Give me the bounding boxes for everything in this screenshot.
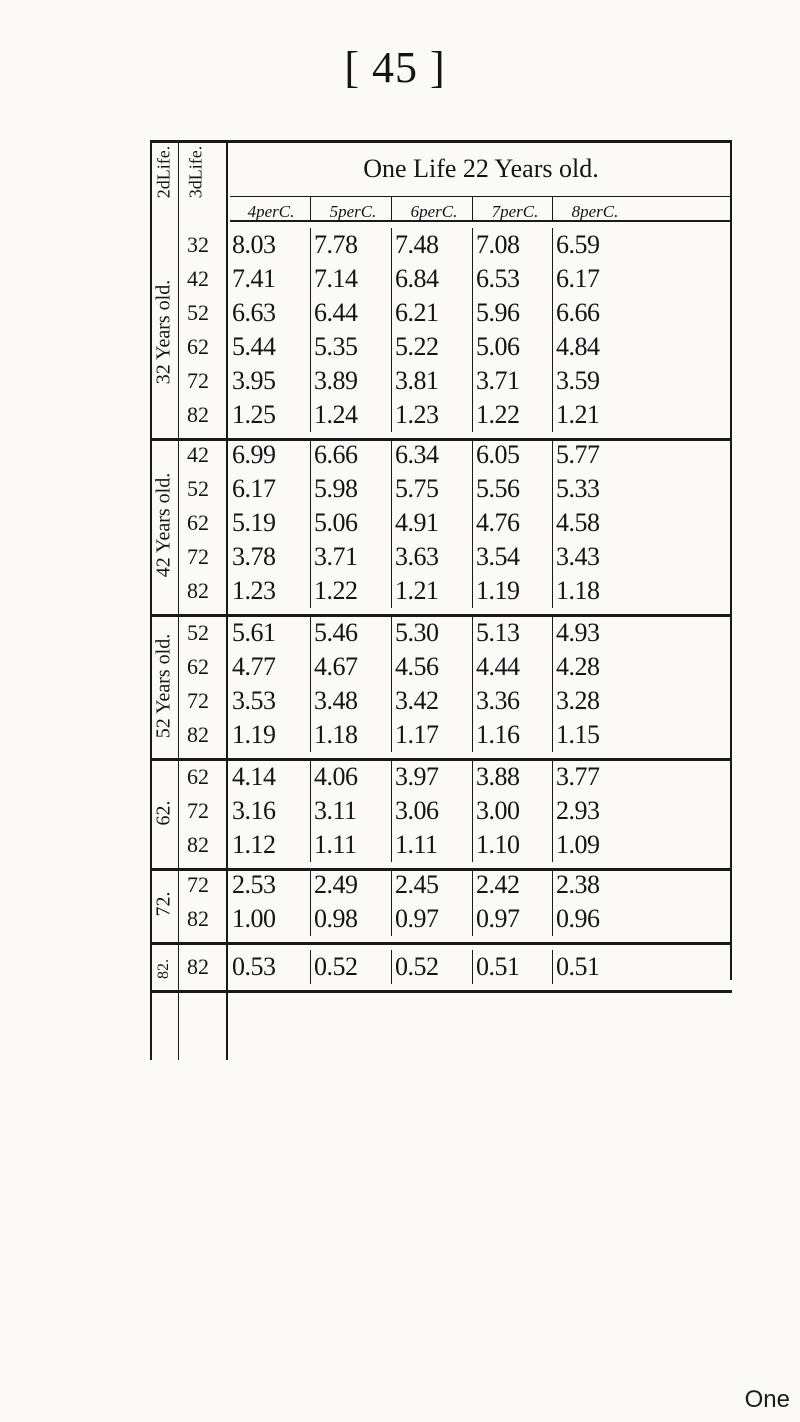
section-label: 32 Years old. — [152, 279, 175, 385]
rate-header: 8perC. — [571, 202, 619, 221]
table-title: One Life 22 Years old. — [363, 154, 599, 183]
section-label: 42 Years old. — [152, 472, 175, 578]
value-cell: 6.17 — [556, 264, 600, 293]
value-cell: 5.33 — [556, 474, 600, 503]
age-cell: 72 — [187, 368, 209, 393]
section-rule — [150, 758, 732, 761]
table-left-rule — [150, 140, 152, 1060]
value-cell: 6.63 — [232, 298, 276, 327]
value-cell: 8.03 — [232, 230, 276, 259]
rate-header: 7perC. — [491, 202, 539, 221]
value-cell: 7.14 — [314, 264, 358, 293]
value-cell: 4.77 — [232, 652, 276, 681]
value-cell: 1.24 — [314, 400, 358, 429]
value-cell: 1.23 — [395, 400, 439, 429]
value-cell: 1.15 — [556, 720, 600, 749]
second-life-header: 2dLife. — [153, 145, 174, 199]
value-cell: 1.11 — [395, 830, 438, 859]
value-cell: 5.13 — [476, 618, 520, 647]
rate-header-divider — [391, 196, 392, 222]
value-cell: 0.53 — [232, 952, 276, 981]
value-cell: 1.16 — [476, 720, 520, 749]
rate-header-divider — [310, 196, 311, 222]
value-cell: 1.18 — [314, 720, 358, 749]
value-cell: 6.44 — [314, 298, 358, 327]
age-cell: 62 — [187, 654, 209, 679]
value-cell: 1.11 — [314, 830, 357, 859]
value-cell: 7.78 — [314, 230, 358, 259]
value-cell: 2.53 — [232, 870, 276, 899]
age-cell: 52 — [187, 300, 209, 325]
value-cell: 4.44 — [476, 652, 520, 681]
age-cell: 62 — [187, 510, 209, 535]
age-cell: 82 — [187, 906, 209, 931]
rate-header: 4perC. — [247, 202, 295, 221]
value-cell: 6.84 — [395, 264, 439, 293]
value-cell: 3.59 — [556, 366, 600, 395]
value-cell: 2.42 — [476, 870, 520, 899]
value-cell: 1.19 — [476, 576, 520, 605]
value-cell: 3.28 — [556, 686, 600, 715]
value-cell: 4.93 — [556, 618, 600, 647]
value-cell: 5.19 — [232, 508, 276, 537]
value-cell: 3.00 — [476, 796, 520, 825]
age-cell: 82 — [187, 832, 209, 857]
value-cell: 2.93 — [556, 796, 600, 825]
value-cell: 0.51 — [556, 952, 600, 981]
table-top-rule — [150, 140, 732, 143]
value-cell: 3.53 — [232, 686, 276, 715]
age-cell: 82 — [187, 402, 209, 427]
value-cell: 2.38 — [556, 870, 600, 899]
value-cell: 5.46 — [314, 618, 358, 647]
third-life-header: 3dLife. — [185, 145, 206, 199]
value-cell: 5.06 — [314, 508, 358, 537]
value-cell: 1.23 — [232, 576, 276, 605]
value-cell: 3.88 — [476, 762, 520, 791]
value-cell: 6.53 — [476, 264, 520, 293]
value-cell: 3.43 — [556, 542, 600, 571]
value-cell: 5.44 — [232, 332, 276, 361]
value-cell: 6.59 — [556, 230, 600, 259]
value-cell: 6.21 — [395, 298, 439, 327]
age-cell: 42 — [187, 442, 209, 467]
value-cell: 3.48 — [314, 686, 358, 715]
age-cell: 72 — [187, 798, 209, 823]
value-cell: 5.06 — [476, 332, 520, 361]
value-cell: 5.77 — [556, 440, 600, 469]
value-cell: 1.10 — [476, 830, 520, 859]
value-cell: 4.58 — [556, 508, 600, 537]
value-cell: 5.30 — [395, 618, 439, 647]
page-number: [ 45 ] — [344, 43, 446, 92]
value-cell: 3.06 — [395, 796, 439, 825]
age-cell: 72 — [187, 872, 209, 897]
section-label: 82. — [155, 959, 172, 979]
value-cell: 4.76 — [476, 508, 520, 537]
value-cell: 0.98 — [314, 904, 358, 933]
value-cell: 6.05 — [476, 440, 520, 469]
value-cell: 0.51 — [476, 952, 520, 981]
value-cell: 4.06 — [314, 762, 358, 791]
age-cell: 52 — [187, 620, 209, 645]
value-cell: 4.84 — [556, 332, 600, 361]
value-cell: 3.54 — [476, 542, 520, 571]
table-right-rule — [730, 140, 732, 980]
section-label: 52 Years old. — [152, 633, 175, 739]
age-cell: 62 — [187, 764, 209, 789]
value-cell: 2.45 — [395, 870, 439, 899]
value-cell: 3.36 — [476, 686, 520, 715]
value-cell: 6.17 — [232, 474, 276, 503]
value-cell: 5.96 — [476, 298, 520, 327]
value-cell: 1.09 — [556, 830, 600, 859]
age-cell: 62 — [187, 334, 209, 359]
value-cell: 5.56 — [476, 474, 520, 503]
value-cell: 1.17 — [395, 720, 439, 749]
value-cell: 0.97 — [395, 904, 439, 933]
value-cell: 4.28 — [556, 652, 600, 681]
value-cell: 1.21 — [395, 576, 439, 605]
age-cell: 72 — [187, 544, 209, 569]
section-label: 72. — [152, 891, 175, 917]
value-cell: 6.34 — [395, 440, 439, 469]
section-rule — [150, 942, 732, 945]
value-cell: 6.66 — [314, 440, 358, 469]
value-cell: 3.42 — [395, 686, 439, 715]
annuity-table — [150, 140, 732, 1060]
value-cell: 6.99 — [232, 440, 276, 469]
rate-header-divider — [552, 196, 553, 222]
value-cell: 1.25 — [232, 400, 276, 429]
value-cell: 1.12 — [232, 830, 276, 859]
value-cell: 5.22 — [395, 332, 439, 361]
value-cell: 5.61 — [232, 618, 276, 647]
section-label: 62. — [152, 800, 175, 826]
rate-header-divider — [472, 196, 473, 222]
value-cell: 1.00 — [232, 904, 276, 933]
value-cell: 3.78 — [232, 542, 276, 571]
rate-header: 6perC. — [410, 202, 458, 221]
value-cell: 3.95 — [232, 366, 276, 395]
value-cell: 0.96 — [556, 904, 600, 933]
age-cell: 82 — [187, 578, 209, 603]
value-cell: 0.52 — [314, 952, 358, 981]
value-cell: 6.66 — [556, 298, 600, 327]
age-cell: 82 — [187, 722, 209, 747]
age-cell: 32 — [187, 232, 209, 257]
value-cell: 3.63 — [395, 542, 439, 571]
title-underline — [230, 196, 730, 197]
value-cell: 0.97 — [476, 904, 520, 933]
value-cell: 4.91 — [395, 508, 439, 537]
value-cell: 1.21 — [556, 400, 600, 429]
values-left-rule — [226, 140, 228, 1060]
value-cell: 3.97 — [395, 762, 439, 791]
age-cell: 82 — [187, 954, 209, 979]
value-cell: 1.19 — [232, 720, 276, 749]
value-cell: 5.98 — [314, 474, 358, 503]
value-cell: 7.08 — [476, 230, 520, 259]
value-cell: 7.41 — [232, 264, 276, 293]
value-cell: 1.22 — [476, 400, 520, 429]
value-cell: 4.56 — [395, 652, 439, 681]
section-rule — [150, 614, 732, 617]
age-cell: 42 — [187, 266, 209, 291]
value-cell: 3.71 — [314, 542, 358, 571]
value-cell: 0.52 — [395, 952, 439, 981]
value-cell: 4.14 — [232, 762, 276, 791]
catchword: One — [744, 1386, 790, 1413]
value-cell: 3.77 — [556, 762, 600, 791]
value-cell: 4.67 — [314, 652, 358, 681]
value-cell: 1.18 — [556, 576, 600, 605]
value-cell: 7.48 — [395, 230, 439, 259]
value-cell: 3.11 — [314, 796, 357, 825]
value-cell: 3.71 — [476, 366, 520, 395]
value-cell: 2.49 — [314, 870, 358, 899]
value-cell: 3.16 — [232, 796, 276, 825]
age-cell: 72 — [187, 688, 209, 713]
rate-header: 5perC. — [329, 202, 377, 221]
value-cell: 1.22 — [314, 576, 358, 605]
value-cell: 5.35 — [314, 332, 358, 361]
value-cell: 3.89 — [314, 366, 358, 395]
age-cell: 52 — [187, 476, 209, 501]
section-rule — [150, 990, 732, 993]
value-cell: 3.81 — [395, 366, 439, 395]
value-cell: 5.75 — [395, 474, 439, 503]
